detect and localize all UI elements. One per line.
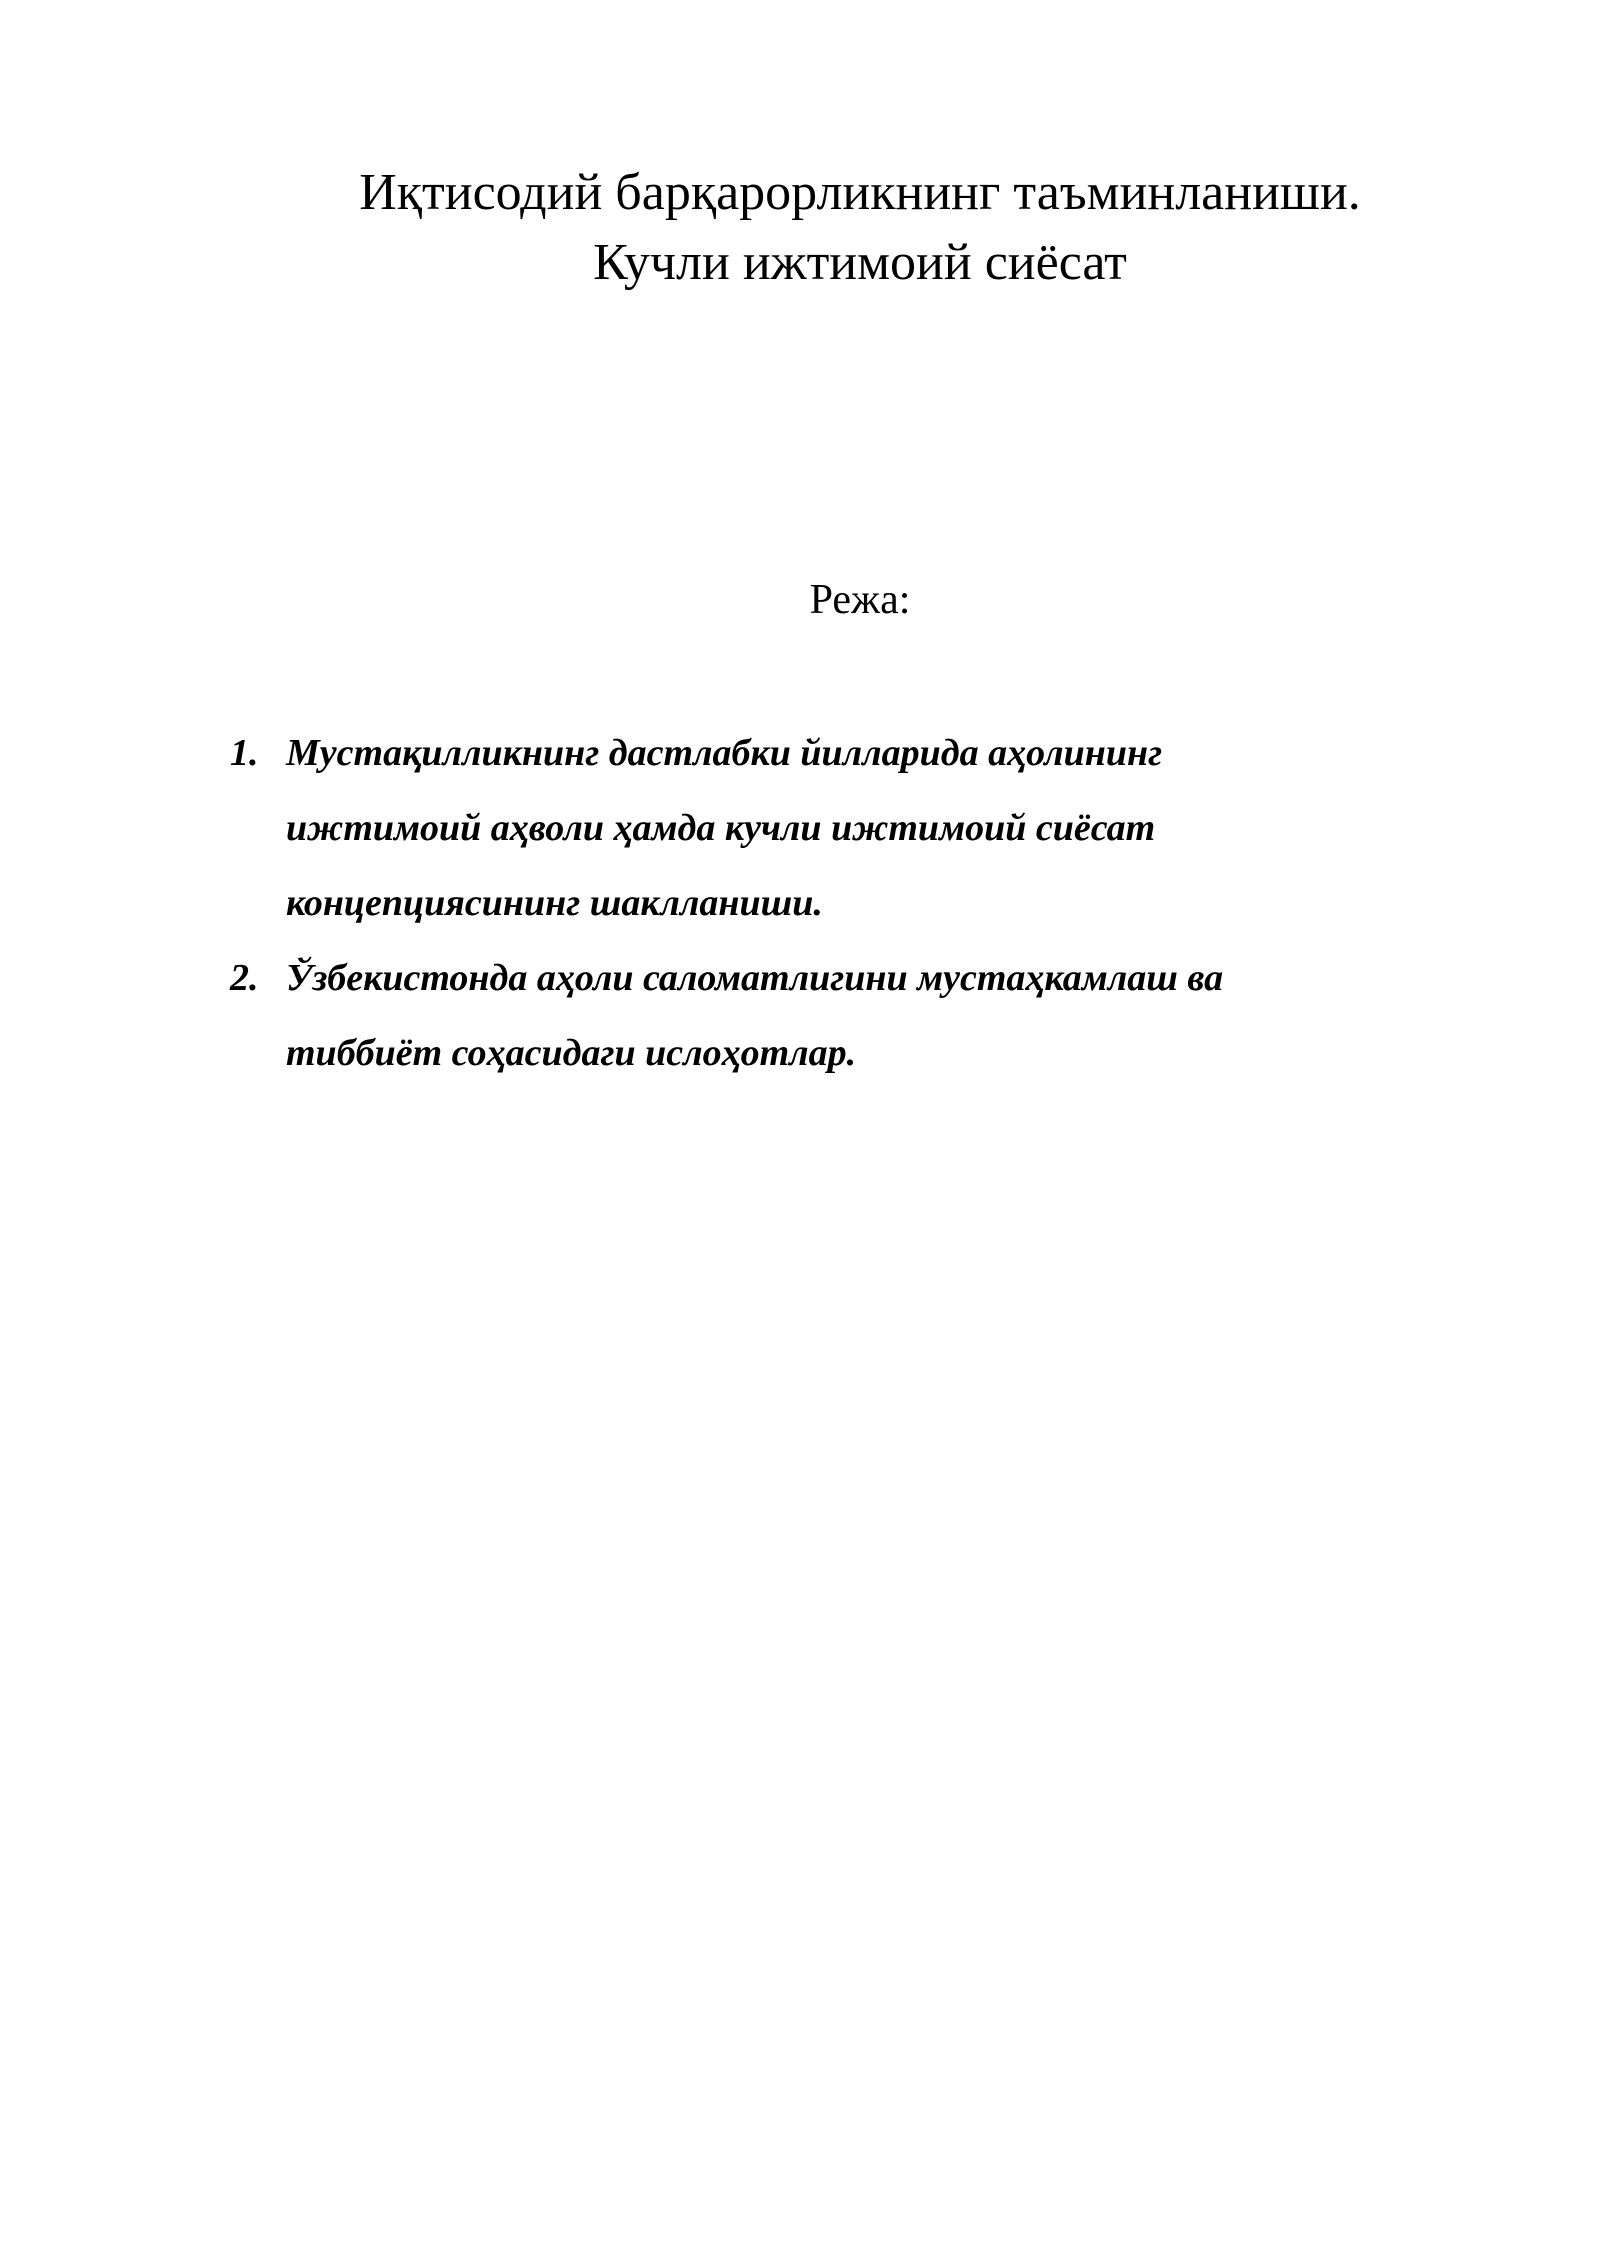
plan-item-line: тиббиёт соҳасидаги ислоҳотлар. — [286, 1032, 857, 1074]
plan-item-line: Мустақилликнинг дастлабки йилларида аҳолининг — [286, 732, 1163, 774]
plan-item-1 — [230, 716, 1410, 941]
plan-item-line: концепциясининг шаклланиши. — [286, 882, 823, 924]
plan-heading: Режа: — [809, 577, 911, 623]
title-line: Иқтисодий барқарорликнинг таъминланиши. — [359, 164, 1361, 221]
plan-item-2 — [230, 941, 1410, 1091]
plan-item-line: Ўзбекистонда аҳоли саломатлигини мустаҳкамлаш ва — [286, 957, 1224, 999]
title-line: Кучли ижтимоий сиёсат — [593, 234, 1127, 291]
document-title — [240, 158, 1480, 298]
plan-item-line: ижтимоий аҳволи ҳамда кучли ижтимоий сиёсат — [286, 807, 1156, 849]
plan-item-number: 1. — [230, 732, 259, 774]
plan-list — [230, 716, 1410, 1091]
plan-item-number: 2. — [230, 957, 259, 999]
